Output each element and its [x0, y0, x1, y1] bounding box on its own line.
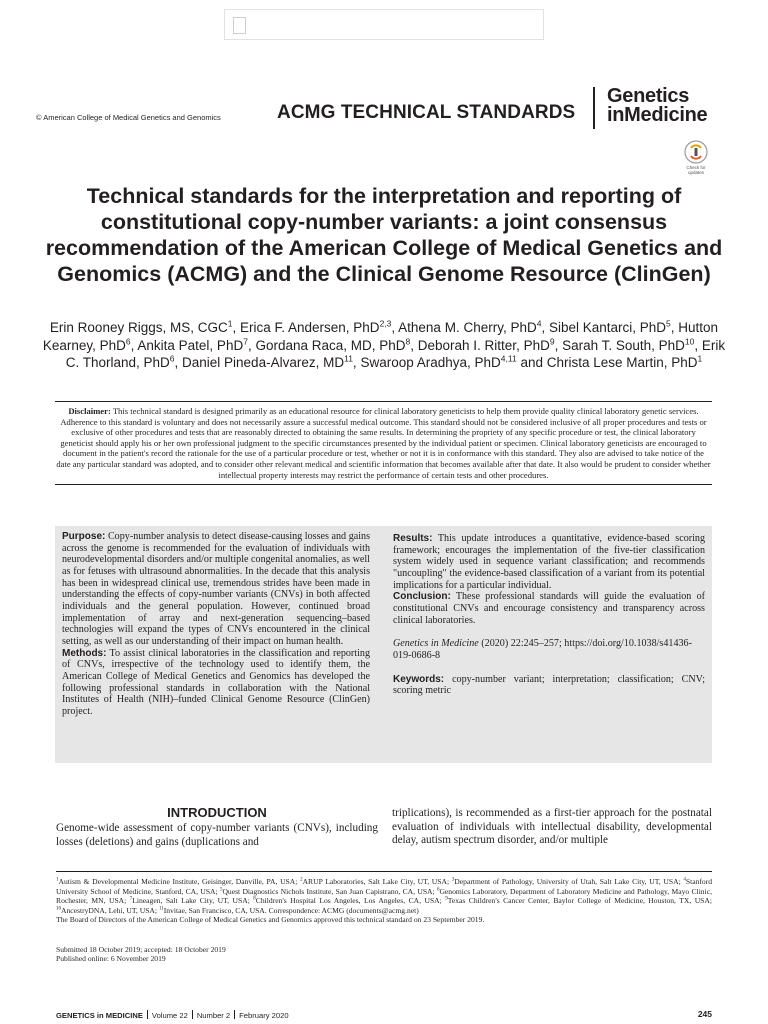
- author-list: Erin Rooney Riggs, MS, CGC$^1$, Erica F. Andersen, PhD$^{2,3}$, Athena M. Cherry, PhD$^4$, Sibel Kantarci, PhD$^5$, Hutton Kearney, PhD$^6$, Ankita Patel, PhD$^7$, Gordana Raca, MD, PhD$^8$, Deborah I. Ritter, PhD$^9$, Sarah T. South, PhD$^{10}$, Erik C. Thorland, PhD$^6$, Daniel Pineda-Alvarez, MD$^{11}$, Swaroop Aradhya, PhD$^{4,11}$ and Christa Lese Martin, PhD$^1$: [42, 318, 726, 371]
- author-affiliation-marker: 10: [684, 336, 695, 347]
- author-affiliation-marker: 1: [227, 318, 233, 329]
- affiliation-number: 4: [683, 877, 686, 883]
- affiliation-text: Genomics Laboratory, Department of Laboratory Medicine and Pathology, Mayo Clinic, Rochester, MN, USA;: [56, 886, 712, 906]
- affiliation-text: Invitae, San Francisco, CA, USA.: [163, 905, 267, 915]
- conclusion-paragraph: [393, 591, 705, 626]
- introduction-left-text: Genome-wide assessment of copy-number variants (CNVs), including losses (deletions) and gains (duplications and: [56, 822, 378, 848]
- affiliation-text: Lineagen, Salt Lake City, UT, USA;: [132, 896, 250, 906]
- keywords-label: Keywords:: [393, 673, 445, 685]
- author-name: Ankita Patel, PhD: [137, 337, 244, 353]
- introduction-heading: INTRODUCTION: [167, 805, 267, 820]
- author-affiliation-marker: 9: [549, 336, 555, 347]
- affiliation-number: 3: [451, 877, 455, 883]
- methods-paragraph: [62, 648, 370, 718]
- affiliation-text: Children's Hospital Los Angeles, Los Angeles, CA, USA;: [255, 896, 442, 906]
- article-title: Technical standards for the interpretation and reporting of constitutional copy-number variants: a joint consensus recommendation of the American College of Medical Genetics and Genomics (ACMG) and the Clinical Genome Resource (ClinGen): [45, 184, 723, 286]
- check-for-updates-label: Check for updates: [686, 165, 706, 175]
- introduction-right-text: triplications), is recommended as a first-tier approach for the postnatal evaluation of individuals with intellectual disability, developmental delay, autism spectrum disorder, and/or multiple: [392, 807, 712, 847]
- author-affiliation-marker: 7: [243, 336, 248, 347]
- author-affiliation-marker: 6: [125, 336, 131, 347]
- methods-label: Methods:: [62, 647, 107, 659]
- footer-journal: GENETICS in MEDICINE: [56, 1011, 143, 1020]
- submitted-date: Submitted 18 October 2019; accepted: 18 October 2019: [56, 945, 226, 954]
- author-affiliation-marker: 11: [344, 353, 353, 364]
- affiliation-text: Department of Pathology, University of Utah, Salt Lake City, UT, USA;: [454, 877, 681, 886]
- author-affiliation-marker: 2,3: [379, 318, 392, 329]
- conclusion-text: These professional standards will guide the evaluation of constitutional CNVs and encourage consistency and transparency across clinical laboratories.: [393, 591, 705, 626]
- affiliation-number: 5: [219, 887, 223, 893]
- dates-block: [56, 945, 456, 964]
- purpose-text: Copy-number analysis to detect disease-causing losses and gains across the genome is recommended for the evaluation of individuals with neurodevelopmental disorders and/or multiple congenital anomalies, as well as for fetuses with ultrasound abnormalities. In the decade that this analysis has been in widespread clinical use, tremendous strides have been made in understanding the effects of copy-number variants (CNVs) in both affected individuals and the general population. However, continued broad implementation of array and next-generation sequencing–based technologies will expand the types of CNVs encountered in the clinical setting, as well as our understanding of their impact on human health.: [62, 531, 370, 647]
- citation-journal: Genetics in Medicine: [393, 638, 479, 650]
- published-date: Published online: 6 November 2019: [56, 954, 166, 964]
- author-name: Gordana Raca, MD, PhD: [255, 337, 406, 353]
- disclaimer-text: This technical standard is designed primarily as an educational resource for clinical laboratory geneticists to help them provide quality clinical laboratory genetic services. Adherence to this standard is voluntary and does not necessarily assure a successful medical outcome. This standard should not be considered inclusive of all proper procedures and tests or exclusive of other procedures and tests that are reasonably directed to obtaining the same results. In determining the propriety of any specific procedure or test, the clinical laboratory geneticist should apply his or her own professional judgment to the specific circumstances presented by the individual patient or specimen. Clinical laboratory geneticists are encouraged to document in the patient's record the rationale for the use of a particular procedure or test, whether or not it is in conformance with this standard. They also are advised to take notice of the date any particular standard was adopted, and to consider other relevant medical and scientific information that becomes available after that date. It also would be prudent to consider whether intellectual property interests may restrict the performance of certain tests and other procedures.: [56, 406, 711, 480]
- purpose-label: Purpose:: [62, 531, 106, 542]
- author-name: Erica F. Andersen, PhD: [239, 320, 380, 335]
- purpose-paragraph: [62, 531, 370, 648]
- keywords-paragraph: [393, 674, 705, 697]
- author-name: Daniel Pineda-Alvarez, MD: [182, 355, 345, 371]
- top-placeholder-box: [224, 9, 544, 40]
- page-footer: [56, 1010, 289, 1020]
- affiliation-text: Quest Diagnostics Nichols Institute, San Juan Capistrano, CA, USA;: [222, 886, 435, 896]
- placeholder-square: [233, 17, 246, 34]
- author-affiliation-marker: 4: [536, 318, 542, 329]
- affiliation-number: 6: [436, 887, 440, 893]
- author-name: Erin Rooney Riggs, MS, CGC: [49, 320, 228, 335]
- journal-logo-line1: Genetics: [607, 85, 690, 107]
- author-name: Sarah T. South, PhD: [562, 337, 685, 353]
- disclaimer: [55, 401, 712, 485]
- page-number: 245: [697, 1009, 712, 1019]
- affiliation-number: 7: [129, 896, 133, 902]
- affiliation-number: 10: [56, 906, 61, 912]
- conclusion-label: Conclusion:: [393, 591, 451, 603]
- correspondence: Correspondence: ACMG (documents@acmg.net): [268, 905, 419, 915]
- citation-details[interactable]: (2020) 22:245–257; https://doi.org/10.1038/s41436-019-0686-8: [393, 638, 692, 661]
- affiliation-text: Autism & Developmental Medicine Institute, Geisinger, Danville, PA, USA;: [58, 877, 298, 886]
- methods-text: To assist clinical laboratories in the classification and reporting of CNVs, irrespective of the technology used to identify them, the American College of Medical Genetics and Genomics has developed the following professional standards in collaboration with the National Institutes of Health (NIH)–funded Clinical Genome Resource (ClinGen) project.: [62, 647, 370, 717]
- keywords-text: copy-number variant; interpretation; classification; CNV; scoring metric: [393, 673, 706, 697]
- author-name: Deborah I. Ritter, PhD: [417, 337, 550, 353]
- results-paragraph: [393, 533, 705, 591]
- author-name: Sibel Kantarci, PhD: [548, 320, 667, 335]
- journal-logo: [607, 87, 707, 125]
- author-affiliation-marker: 1: [697, 353, 703, 364]
- author-affiliation-marker: 4,11: [500, 353, 517, 364]
- author-affiliation-marker: 6: [169, 353, 175, 364]
- author-name: Christa Lese Martin, PhD: [546, 355, 698, 371]
- affiliation-number: 2: [300, 877, 303, 883]
- abstract-right-column: [393, 533, 705, 697]
- copyright-notice: © American College of Medical Genetics and Genomics: [36, 113, 221, 122]
- abstract-left-column: [62, 531, 370, 718]
- footer-number: Number 2: [196, 1011, 231, 1020]
- affiliation-text: ARUP Laboratories, Salt Lake City, UT, USA;: [302, 877, 450, 886]
- affiliation-footnotes: [56, 877, 712, 925]
- results-text: This update introduces a quantitative, evidence-based scoring framework; encourages the implementation of the five-tier classification system widely used in sequence variant classification; and recommends "uncoupling" the evidence-based classification of a variant from its potential implications for a particular individual.: [393, 533, 705, 591]
- author-affiliation-marker: 8: [405, 336, 411, 347]
- affiliation-number: 1: [56, 877, 59, 883]
- journal-logo-line2: inMedicine: [607, 104, 708, 126]
- affiliation-number: 11: [158, 906, 164, 912]
- author-name: Erik C. Thorland, PhD: [65, 337, 726, 371]
- affiliation-text: Texas Children's Cancer Center, Baylor College of Medicine, Houston, TX, USA;: [447, 896, 713, 906]
- author-name: Hutton Kearney, PhD: [42, 320, 719, 353]
- author-affiliation-marker: 5: [666, 318, 671, 329]
- author-name: Swaroop Aradhya, PhD: [360, 355, 501, 371]
- series-label: ACMG TECHNICAL STANDARDS: [277, 102, 576, 123]
- affiliation-number: 8: [253, 896, 256, 902]
- results-label: Results:: [393, 533, 433, 544]
- affiliation-text: Stanford University School of Medicine, Stanford, CA, USA;: [56, 877, 713, 896]
- check-for-updates-icon[interactable]: [684, 140, 708, 164]
- footer-volume: Volume 22: [151, 1011, 188, 1020]
- affiliations: [56, 877, 712, 915]
- footer-separator: [234, 1010, 235, 1019]
- logo-divider: [593, 87, 595, 129]
- footer-separator: [147, 1010, 148, 1019]
- author-name: Athena M. Cherry, PhD: [398, 320, 537, 335]
- citation: [393, 638, 705, 661]
- abstract-box: [55, 526, 712, 763]
- footer-date: February 2020: [239, 1011, 289, 1020]
- footnote-divider: [56, 871, 712, 872]
- affiliation-text: AncestryDNA, Lehi, UT, USA;: [61, 905, 158, 915]
- board-note: The Board of Directors of the American College of Medical Genetics and Genomics approved this technical standard on 23 September 2019.: [56, 915, 485, 925]
- disclaimer-label: Disclaimer:: [68, 406, 111, 416]
- affiliation-number: 9: [445, 896, 448, 902]
- footer-separator: [192, 1010, 193, 1019]
